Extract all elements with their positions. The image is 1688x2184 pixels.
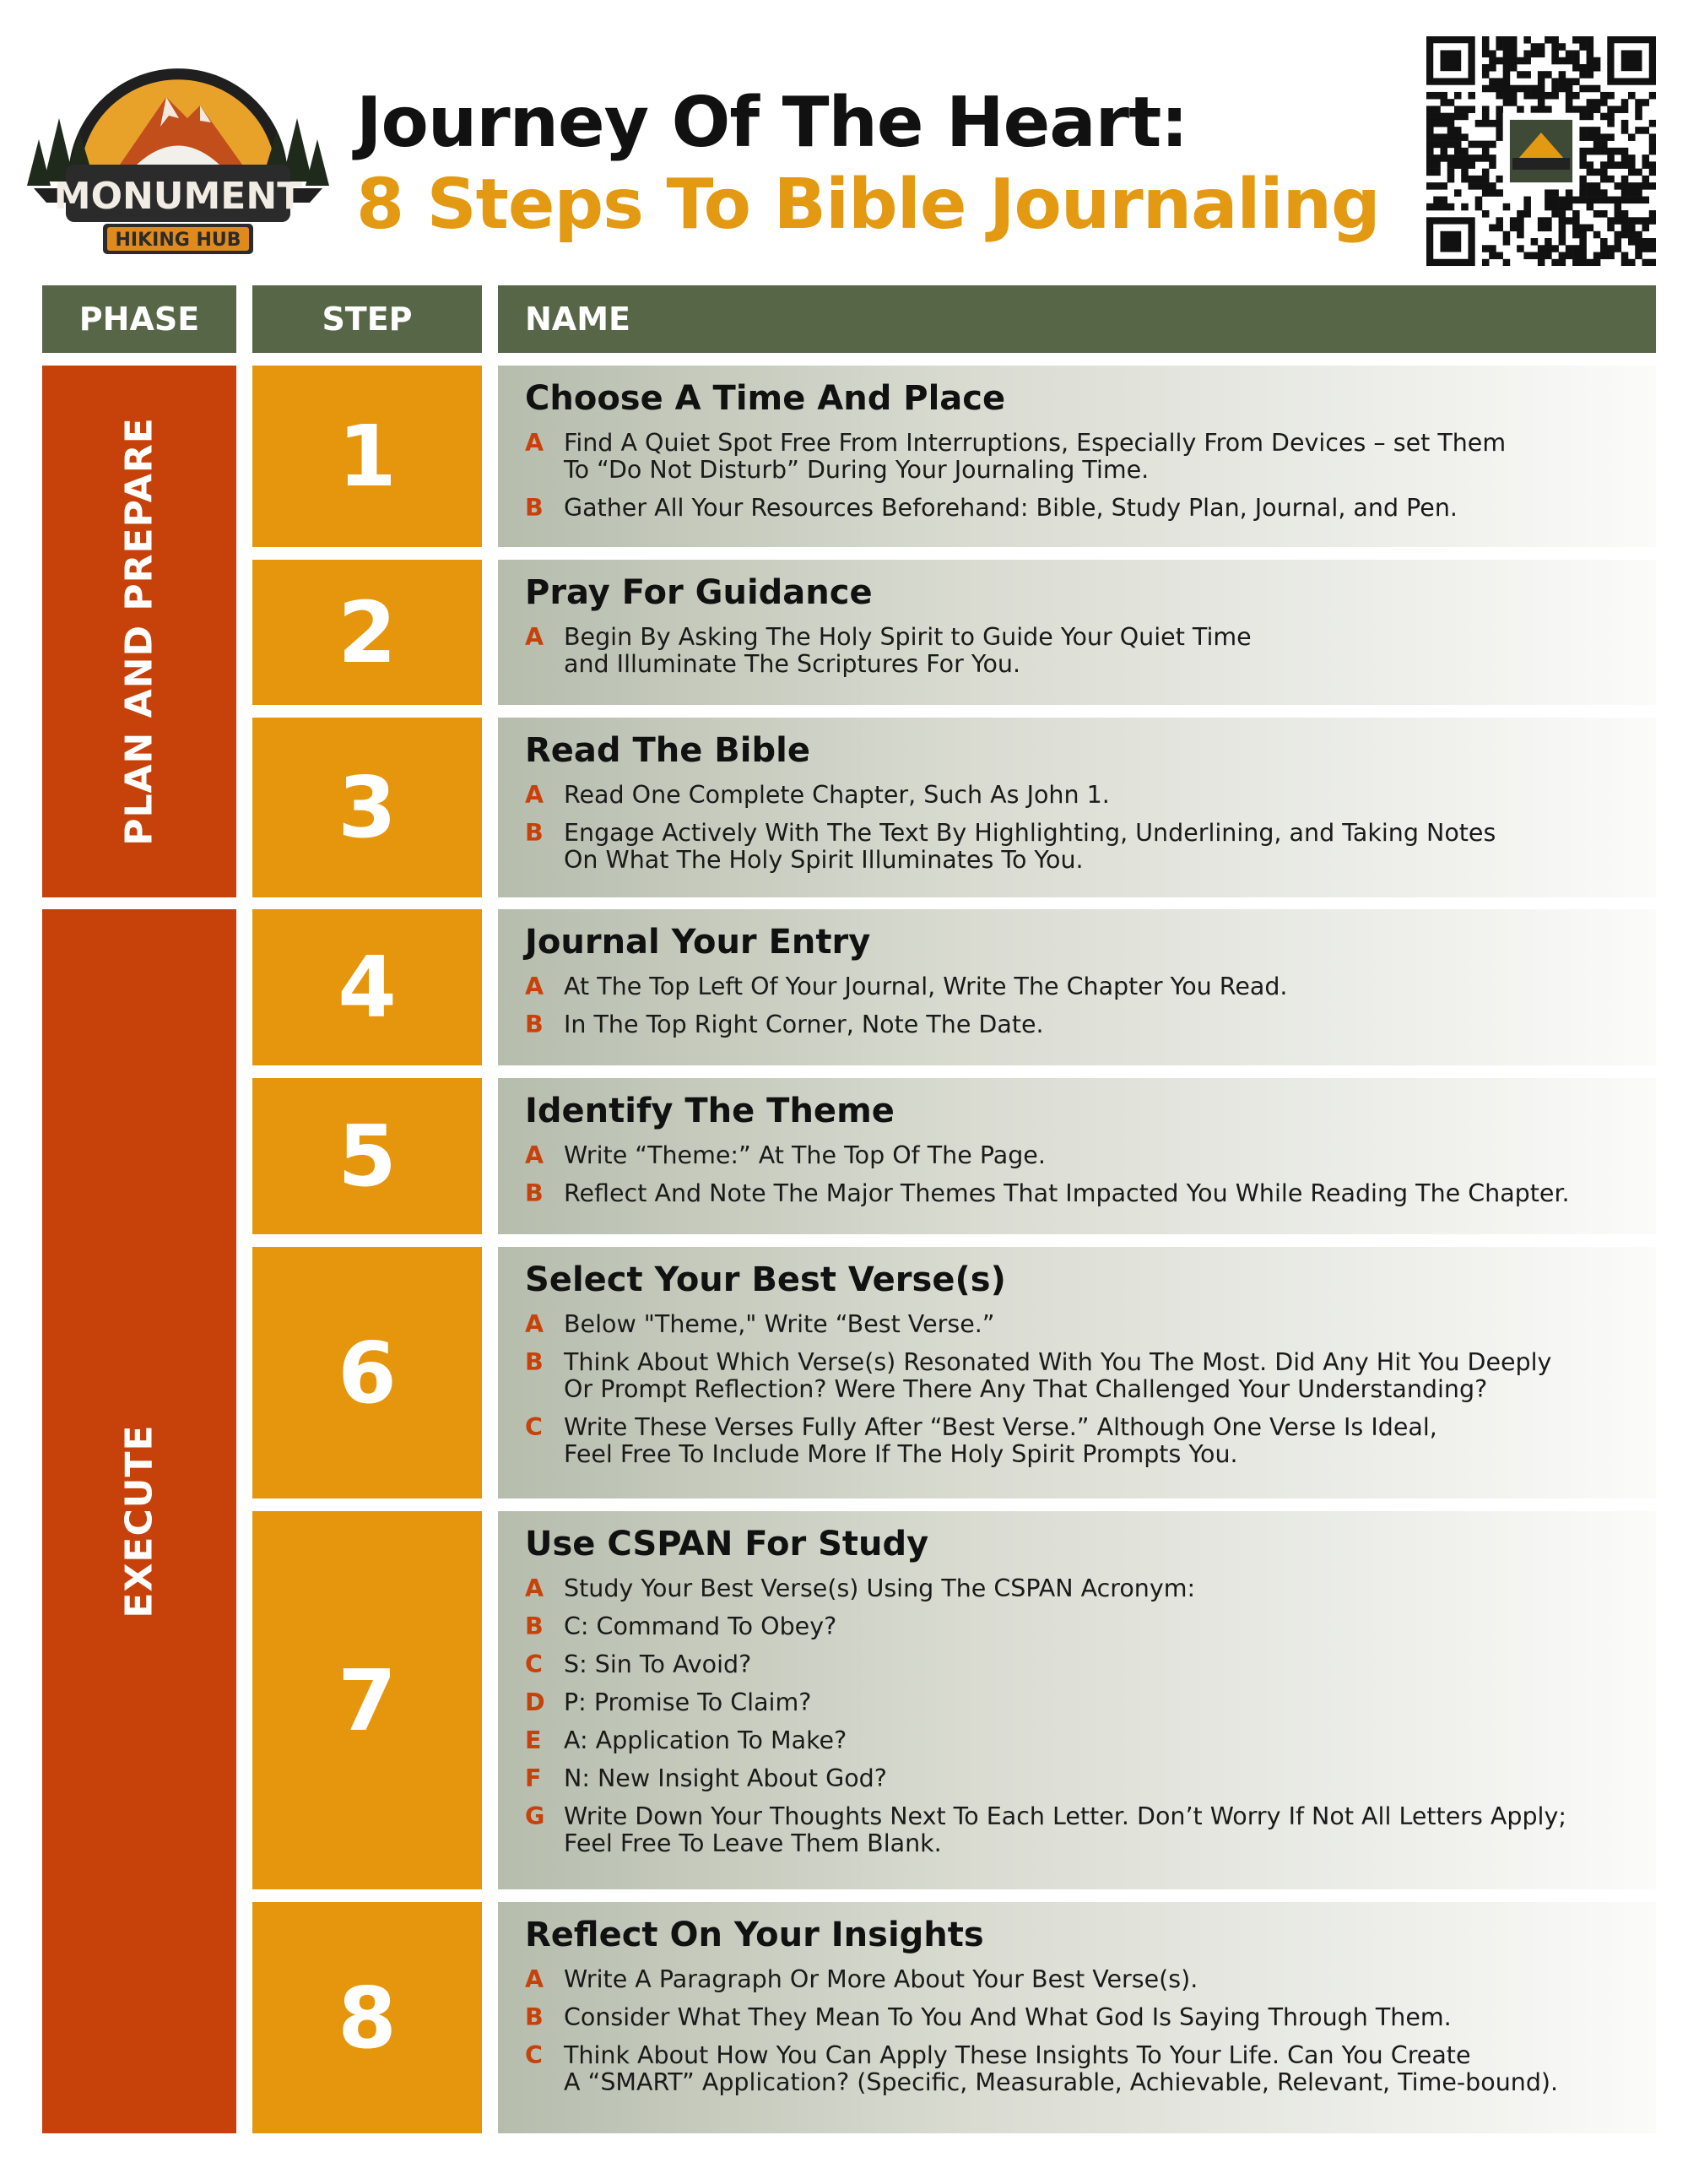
step-item	[525, 1613, 1629, 1640]
step-item	[525, 495, 1629, 522]
item-text: Find A Quiet Spot Free From Interruptions, Especially From Devices – set Them To “Do Not Disturb” During Your Journaling Time.	[564, 429, 1507, 484]
page-title: Journey Of The Heart:	[356, 83, 1188, 163]
step-title: Reflect On Your Insights	[525, 1916, 984, 1954]
step-item	[525, 1803, 1629, 1857]
item-text: N: New Insight About God?	[564, 1764, 887, 1792]
step-item	[525, 782, 1629, 809]
step-item	[525, 1651, 1629, 1678]
step-item	[525, 1689, 1629, 1716]
item-letter: B	[525, 1179, 544, 1207]
step-title: Identify The Theme	[525, 1092, 895, 1130]
item-text: Think About How You Can Apply These Insights To Your Life. Can You Create A “SMART” Application? (Specific, Measurable, Achievable, Relevant, Time-bound).	[564, 2041, 1559, 2096]
step-item	[525, 1011, 1629, 1038]
step-item	[525, 1349, 1629, 1403]
item-letter: A	[525, 973, 544, 1000]
step-title: Read The Bible	[525, 731, 810, 770]
phase-execute	[42, 909, 236, 2133]
item-text: Write These Verses Fully After “Best Verse.” Although One Verse Is Ideal, Feel Free To Include More If The Holy Spirit Prompts You.	[564, 1413, 1437, 1468]
item-letter: B	[525, 819, 544, 847]
qr-code[interactable]	[1426, 36, 1656, 266]
column-header-phase: PHASE	[42, 285, 236, 353]
item-letter: A	[525, 1965, 544, 1993]
step-number: 8	[252, 1902, 482, 2133]
step-item	[525, 1575, 1629, 1602]
step-item	[525, 1142, 1629, 1169]
step-row	[498, 718, 1656, 897]
item-letter: D	[525, 1688, 545, 1716]
item-text: Write Down Your Thoughts Next To Each Letter. Don’t Worry If Not All Letters Apply; Feel Free To Leave Them Blank.	[564, 1802, 1566, 1857]
step-title: Use CSPAN For Study	[525, 1525, 929, 1563]
step-title: Choose A Time And Place	[525, 379, 1006, 418]
step-title: Journal Your Entry	[525, 923, 871, 962]
step-title: Pray For Guidance	[525, 573, 873, 612]
step-row	[498, 1511, 1656, 1889]
item-text: Think About Which Verse(s) Resonated With You The Most. Did Any Hit You Deeply Or Prompt Reflection? Were There Any That Challenged Your Understanding?	[564, 1348, 1552, 1403]
step-number: 1	[252, 366, 482, 547]
item-letter: G	[525, 1802, 545, 1830]
item-text: Reflect And Note The Major Themes That Impacted You While Reading The Chapter.	[564, 1179, 1570, 1207]
item-letter: B	[525, 1011, 544, 1038]
monument-hiking-hub-logo	[19, 38, 338, 262]
item-letter: B	[525, 1612, 544, 1640]
step-number: 3	[252, 718, 482, 897]
step-item	[525, 973, 1629, 1000]
step-row	[498, 909, 1656, 1065]
step-number: 7	[252, 1511, 482, 1889]
item-text: Write A Paragraph Or More About Your Best Verse(s).	[564, 1965, 1198, 1993]
step-item	[525, 1311, 1629, 1338]
step-item	[525, 430, 1629, 484]
item-text: A: Application To Make?	[564, 1726, 847, 1754]
item-letter: B	[525, 2003, 544, 2031]
item-letter: C	[525, 1413, 543, 1441]
item-text: Read One Complete Chapter, Such As John 1.	[564, 781, 1110, 809]
step-number: 4	[252, 909, 482, 1065]
item-letter: F	[525, 1764, 542, 1792]
column-header-name: NAME	[498, 285, 1656, 353]
step-row	[498, 1078, 1656, 1234]
step-item	[525, 820, 1629, 874]
item-letter: A	[525, 429, 544, 457]
item-letter: A	[525, 1574, 544, 1602]
step-item	[525, 624, 1629, 678]
step-title: Select Your Best Verse(s)	[525, 1260, 1006, 1299]
item-letter: A	[525, 781, 544, 809]
item-text: P: Promise To Claim?	[564, 1688, 812, 1716]
item-letter: A	[525, 1310, 544, 1338]
logo-text-sub: HIKING HUB	[115, 230, 241, 251]
item-letter: A	[525, 1141, 544, 1169]
item-letter: E	[525, 1726, 542, 1754]
item-text: Study Your Best Verse(s) Using The CSPAN Acronym:	[564, 1574, 1196, 1602]
step-item	[525, 1966, 1629, 1993]
step-number: 6	[252, 1247, 482, 1498]
step-item	[525, 2042, 1629, 2096]
item-letter: C	[525, 2041, 543, 2069]
step-item	[525, 1414, 1629, 1468]
item-text: In The Top Right Corner, Note The Date.	[564, 1011, 1044, 1038]
phase-label: PLAN AND PREPARE	[117, 417, 161, 846]
step-item	[525, 1765, 1629, 1792]
step-row	[498, 366, 1656, 547]
step-number: 5	[252, 1078, 482, 1234]
phase-label: EXECUTE	[117, 1424, 161, 1618]
logo-text-main: MONUMENT	[53, 175, 303, 218]
item-text: C: Command To Obey?	[564, 1612, 837, 1640]
item-text: S: Sin To Avoid?	[564, 1650, 752, 1678]
item-letter: B	[525, 494, 544, 522]
column-header-step: STEP	[252, 285, 482, 353]
step-item	[525, 1180, 1629, 1207]
page-subtitle: 8 Steps To Bible Journaling	[356, 165, 1380, 245]
item-text: At The Top Left Of Your Journal, Write The Chapter You Read.	[564, 973, 1288, 1000]
phase-plan-and-prepare	[42, 366, 236, 897]
item-text: Below "Theme," Write “Best Verse.”	[564, 1310, 995, 1338]
step-item	[525, 1727, 1629, 1754]
item-text: Consider What They Mean To You And What God Is Saying Through Them.	[564, 2003, 1452, 2031]
step-row	[498, 560, 1656, 705]
step-row	[498, 1247, 1656, 1498]
item-text: Write “Theme:” At The Top Of The Page.	[564, 1141, 1046, 1169]
item-text: Gather All Your Resources Beforehand: Bible, Study Plan, Journal, and Pen.	[564, 494, 1458, 522]
step-row	[498, 1902, 1656, 2133]
step-item	[525, 2004, 1629, 2031]
item-text: Engage Actively With The Text By Highlighting, Underlining, and Taking Notes On What The Holy Spirit Illuminates To You.	[564, 819, 1496, 874]
item-letter: A	[525, 623, 544, 651]
item-letter: B	[525, 1348, 544, 1376]
step-number: 2	[252, 560, 482, 705]
item-letter: C	[525, 1650, 543, 1678]
item-text: Begin By Asking The Holy Spirit to Guide Your Quiet Time and Illuminate The Scriptures For You.	[564, 623, 1252, 678]
